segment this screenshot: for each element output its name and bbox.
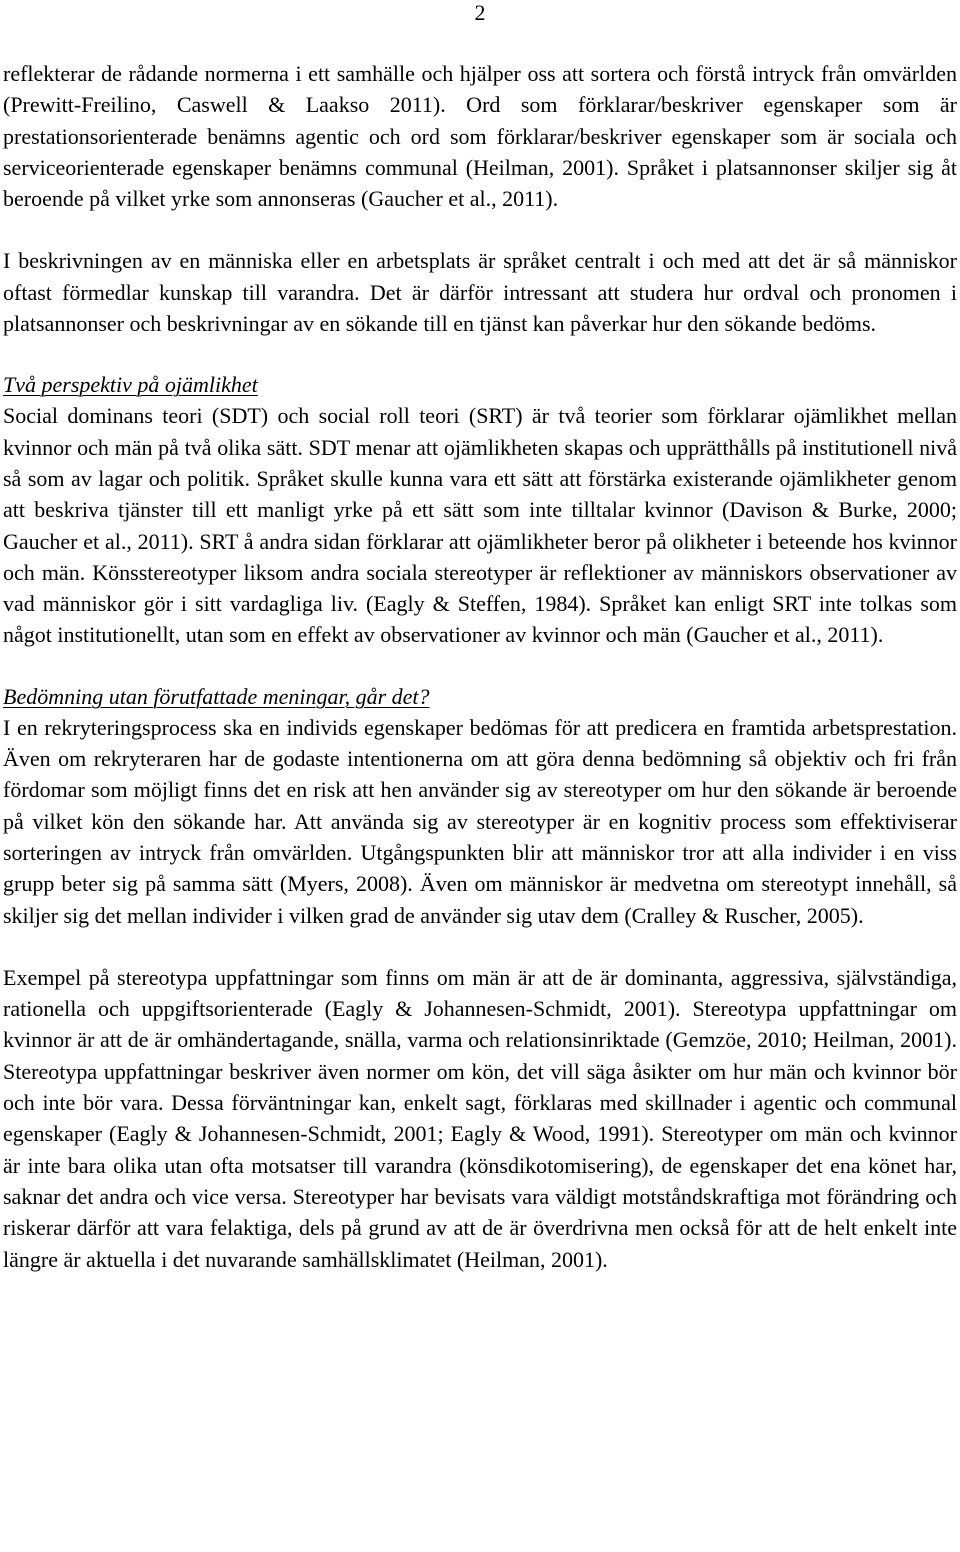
paragraph-stereotypes: Exempel på stereotypa uppfattningar som finns om män är att de är dominanta, aggressiva, självständiga, rationella och uppgiftsorienterade (Eagly & Johannesen-Schmidt, 2001). Stereotypa uppfattningar om kvinnor är att de är omhändertagande, snälla, varma och relationsinriktade (Gemzöe, 2010; Heilman, 2001). Stereotypa uppfattningar beskriver även normer om kön, det vill säga åsikter om hur män och kvinnor bör och inte bör vara. Dessa förväntningar kan, enkelt sagt, förklaras med skillnader i agentic och communal egenskaper (Eagly & Johannesen-Schmidt, 2001; Eagly & Wood, 1991). Stereotyper om män och kvinnor är inte bara olika utan ofta motsatser till varandra (könsdikotomisering), de egenskaper det ena könet har, saknar det andra och vice versa. Stereotyper har bevisats vara väldigt motståndskraftiga mot förändring och riskerar därför att vara felaktiga, dels på grund av att de är överdrivna men också för att de helt enkelt inte längre är aktuella i det nuvarande samhällsklimatet (Heilman, 2001).	[3, 964, 957, 1272]
page-number: 2	[474, 0, 486, 25]
section-heading-assessment: Bedömning utan förutfattade meningar, går det?	[3, 683, 430, 709]
section-heading-inequality: Två perspektiv på ojämlikhet	[3, 372, 258, 398]
paragraph-language: I beskrivningen av en människa eller en arbetsplats är språket centralt i och med att det är så människor oftast förmedlar kunskap till varandra. Det är därför intressant att studera hur ordval och pronomen i platsannonser och beskrivningar av en sökande till en tjänst kan påverkar hur den sökande bedöms.	[3, 248, 957, 337]
paragraph-intro: reflekterar de rådande normerna i ett samhälle och hjälper oss att sortera och förstå intryck från omvärlden (Prewitt-Freilino, Caswell & Laakso 2011). Ord som förklarar/beskriver egenskaper som är prestationsorienterade benämns agentic och ord som förklarar/beskriver egenskaper som är sociala och serviceorienterade egenskaper benämns communal (Heilman, 2001). Språket i platsannonser skiljer sig åt beroende på vilket yrke som annonseras (Gaucher et al., 2011).	[3, 61, 957, 212]
paragraph-recruitment: I en rekryteringsprocess ska en individs egenskaper bedömas för att predicera en framtida arbetsprestation. Även om rekryteraren har de godaste intentionerna om att göra denna bedömning så objektiv och fri från fördomar som möjligt finns det en risk att hen använder sig av stereotyper om hur den sökande är beroende på vilket kön den sökande har. Att använda sig av stereotyper är en kognitiv process som effektiviserar sorteringen av intryck från omvärlden. Utgångspunkten blir att människor tror att alla individer i en viss grupp beter sig på samma sätt (Myers, 2008). Även om människor är medvetna om stereotypt innehåll, så skiljer sig det mellan individer i vilken grad de använder sig utav dem (Cralley & Ruscher, 2005).	[3, 714, 957, 928]
paragraph-theories: Social dominans teori (SDT) och social roll teori (SRT) är två teorier som förklarar ojämlikhet mellan kvinnor och män på två olika sätt. SDT menar att ojämlikheten skapas och upprätthålls på institutionell nivå så som av lagar och politik. Språket skulle kunna vara ett sätt att förstärka existerande ojämlikheter genom att beskriva tjänster till ett manligt yrke på ett sätt som inte tilltalar kvinnor (Davison & Burke, 2000; Gaucher et al., 2011). SRT å andra sidan förklarar att ojämlikheter beror på olikheter i beteende hos kvinnor och män. Könsstereotyper liksom andra sociala stereotyper är reflektioner av människors observationer av vad människor gör i sitt vardagliga liv. (Eagly & Steffen, 1984). Språket kan enligt SRT inte tolkas som något institutionellt, utan som en effekt av observationer av kvinnor och män (Gaucher et al., 2011).	[3, 403, 957, 648]
document-body	[3, 58, 957, 1275]
